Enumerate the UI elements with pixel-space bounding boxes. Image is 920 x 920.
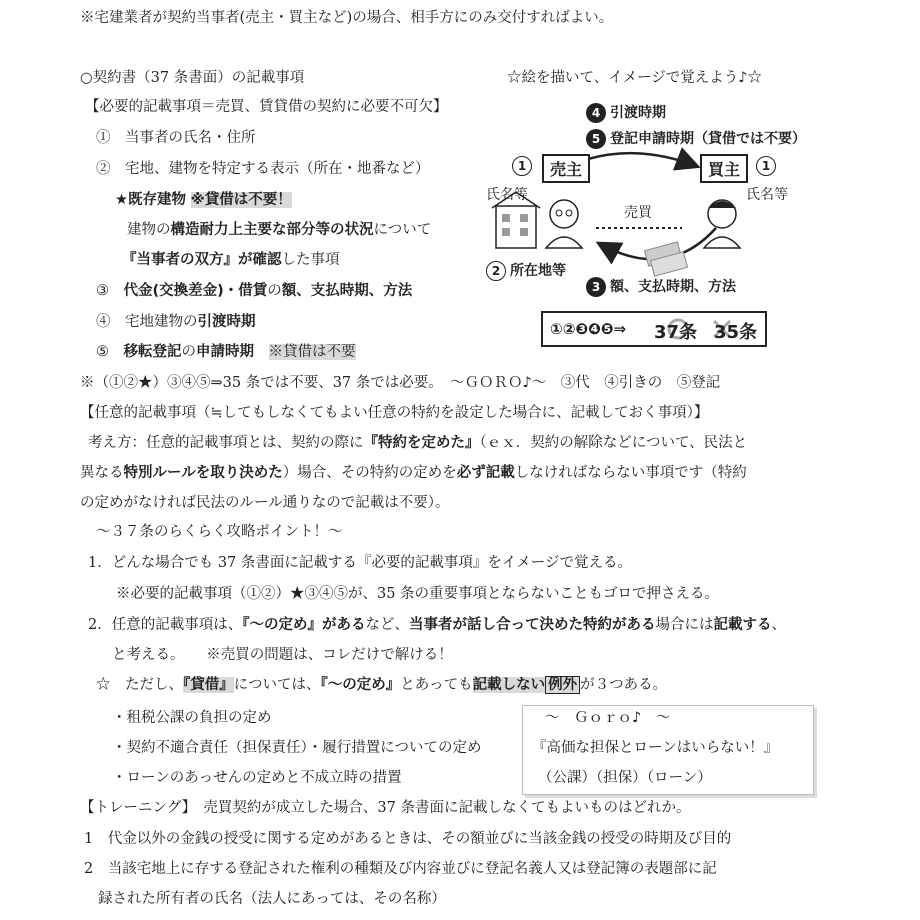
item-text: 当事者の氏名・住所 — [125, 130, 256, 146]
text: 宅地建物の — [125, 314, 198, 330]
text: 2．任意的記載事項は、 — [88, 617, 243, 633]
diagram-caption: ☆絵を描いて、イメージで覚えよう♪☆ — [507, 70, 763, 86]
number-5-icon: 5 — [586, 129, 606, 149]
top-note: ※宅建業者が契約当事者(売主・買主など)の場合、相手方にのみ交付すればよい。 — [80, 10, 614, 26]
paragraph-line-1 — [88, 435, 747, 452]
art-35-label: 35条 — [714, 322, 758, 343]
item-emphasis: 額、支払時期、方法 — [281, 283, 413, 299]
emphasis: 『特約を定めた』 — [363, 435, 480, 451]
item-5 — [96, 344, 356, 361]
text: ）場合、その特約の定めを — [282, 465, 457, 481]
sale-label: 売買 — [624, 205, 652, 221]
text: 建物の — [127, 222, 171, 238]
point-1: 1．どんな場合でも 37 条書面に記載する『必要的記載事項』をイメージで覚える。 — [88, 555, 632, 571]
point-1-sub: ※必要的記載事項（①②）★③④⑤が、35 条の重要事項とならないこともゴロで押さえる。 — [116, 586, 720, 602]
note-line: ※（①②★）③④⑤⇒35 条では不要、37 条では必要。 ～ＧＯＲＯ♪～ ③代 ④引きの ⑤登記 — [80, 375, 721, 391]
paragraph-line-2 — [80, 465, 747, 482]
training-option-2-continued: 録された所有者の氏名（法人にあっては、その名称） — [98, 891, 446, 907]
item-number: ⑤ — [96, 344, 109, 360]
number-1-icon: 1 — [756, 156, 776, 176]
item-number: ① — [96, 130, 111, 146]
exception-1: ・租税公課の負担の定め — [112, 710, 272, 726]
points-title: ～３７条のらくらく攻略ポイント！～ — [96, 524, 343, 540]
point-2 — [88, 617, 786, 634]
buyer-name-label: 氏名等 — [746, 187, 788, 203]
number-2-icon: 2 — [486, 261, 506, 281]
text: の — [267, 283, 282, 299]
item-3 — [96, 283, 412, 300]
item-4 — [96, 314, 256, 331]
item-text: 宅地、建物を特定する表示（所在・地番など） — [125, 161, 430, 177]
buyer-figure — [704, 200, 740, 248]
item-emphasis: 代金(交換差金)・借賃 — [123, 283, 268, 299]
existing-building-label: ★既存建物 — [115, 192, 186, 208]
goro-title: ～ Ｇｏｒｏ♪ ～ — [545, 710, 671, 726]
emphasis: 当事者が話し合って決めた特約がある — [408, 617, 656, 633]
item-2 — [96, 161, 430, 178]
training-option-2: 2 当該宅地上に存する登記された権利の種類及び内容並びに登記名義人又は登記簿の表題部に記 — [84, 861, 717, 877]
emphasis: 『～の定め』 — [320, 677, 401, 693]
lease-unneeded-badge: ※貸借は不要！ — [190, 192, 292, 208]
required-header: 【必要的記載事項＝売買、賃貸借の契約に必要不可欠】 — [85, 99, 448, 115]
item-emphasis: 引渡時期 — [197, 314, 256, 330]
item-number: ④ — [96, 314, 111, 330]
text: （ｅｘ．契約の解除などについて、民法と — [479, 435, 748, 451]
optional-header: 【任意的記載事項（≒してもしなくてもよい任意の特約を設定した場合に、記載しておく事項）】 — [80, 405, 709, 421]
contract-diagram — [478, 96, 806, 356]
label-amount — [586, 276, 736, 297]
training-header: 【トレーニング】 売買契約が成立した場合、37 条書面に記載しなくてもよいものはどれか。 — [80, 800, 691, 816]
item-emphasis: 移転登記 — [123, 344, 182, 360]
emphasis: 記載しない — [472, 677, 546, 693]
emphasis: 『～の定め』がある — [242, 617, 366, 633]
training-option-1: 1 代金以外の金銭の授受に関する定めがあるときは、その額並びに当該金銭の授受の時期及び目的 — [84, 831, 732, 847]
text: 考え方：任意的記載事項とは、契約の際に — [88, 435, 364, 451]
point-2-continued: と考える。 ※売買の問題は、コレだけで解ける！ — [112, 647, 453, 663]
text: とあっても — [400, 677, 473, 693]
paragraph-line-3: の定めがなければ民法のルール通りなので記載は不要）。 — [80, 495, 450, 511]
exception-badge: 例外 — [545, 676, 580, 694]
emphasis: 必ず記載 — [456, 465, 515, 481]
text: 引渡時期 — [610, 105, 666, 121]
seller-figure — [546, 200, 582, 248]
text: の — [181, 344, 196, 360]
label-location — [486, 260, 566, 281]
number-3-icon: 3 — [586, 277, 606, 297]
text: 登記申請時期（貸借では不要） — [610, 131, 806, 147]
exception-2: ・契約不適合責任（担保責任）・履行措置についての定め — [112, 740, 482, 756]
label-delivery — [586, 102, 666, 123]
item-number: ② — [96, 161, 111, 177]
lease-exception-line — [96, 677, 667, 694]
lease-unneeded-note: ※貸借は不要 — [268, 344, 356, 360]
text: など、 — [365, 617, 409, 633]
structure-emphasis: 構造耐力上主要な部分等の状況 — [170, 222, 374, 238]
item-emphasis: 申請時期 — [196, 344, 254, 360]
buyer-label-number — [756, 156, 780, 176]
both-parties-emphasis: 『当事者の双方』が確認 — [122, 252, 282, 268]
text: ☆ ただし、 — [96, 677, 183, 693]
emphasis: 特別ルールを取り決めた — [123, 465, 283, 481]
text: について — [373, 222, 432, 238]
emphasis: 記載する — [713, 617, 772, 633]
seller-name-label: 氏名等 — [486, 187, 528, 203]
text: しなければならない事項です（特約 — [514, 465, 747, 481]
number-1-icon: 1 — [512, 156, 532, 176]
label-registration — [586, 128, 806, 149]
text: 額、支払時期、方法 — [610, 279, 736, 295]
text: については、 — [233, 677, 321, 693]
existing-building-line — [115, 192, 292, 209]
both-parties-line — [122, 252, 340, 269]
emphasis: 『貸借』 — [183, 677, 234, 693]
exception-3: ・ローンのあっせんの定めと不成立時の措置 — [112, 770, 402, 786]
text: した事項 — [281, 252, 340, 268]
money-icon — [645, 242, 688, 276]
art-37-label: 37条 — [654, 322, 698, 343]
structure-line — [127, 222, 431, 239]
text: 、 — [771, 617, 786, 633]
item-1 — [96, 130, 256, 147]
buyer-box: 買主 — [700, 154, 748, 183]
summary-numbers: ①②❸❹❺⇒ — [550, 320, 627, 338]
item-number: ③ — [96, 283, 109, 299]
goro-phrase: 『高価な担保とローンはいらない！』 — [532, 740, 779, 756]
number-4-icon: 4 — [586, 103, 606, 123]
text: 異なる — [80, 465, 124, 481]
text: 所在地等 — [510, 263, 566, 279]
seller-label-number — [512, 156, 536, 176]
seller-box: 売主 — [542, 154, 590, 183]
section-title: ○契約書（37 条書面）の記載事項 — [80, 70, 305, 86]
text: が３つある。 — [580, 677, 668, 693]
goro-keys: （公課）（担保）（ローン） — [538, 770, 712, 786]
text: 場合には — [655, 617, 714, 633]
